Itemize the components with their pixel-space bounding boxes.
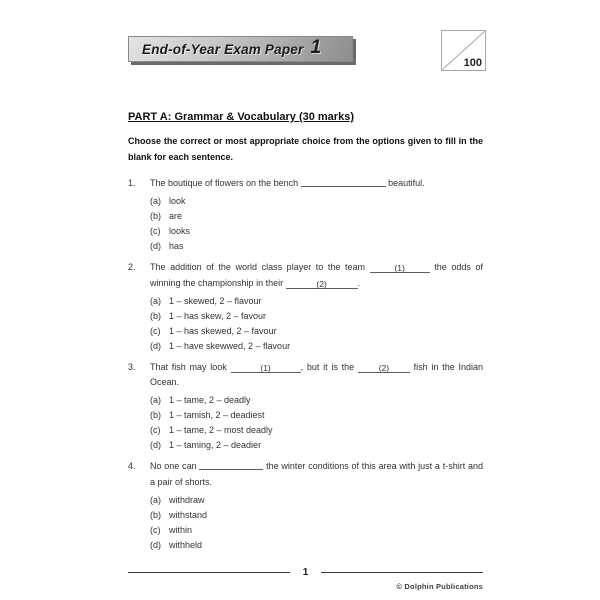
option-text: looks [169, 226, 191, 236]
option-label: (c) [150, 425, 161, 435]
options-list [150, 393, 483, 453]
option-row [150, 523, 483, 538]
score-box [441, 30, 486, 71]
stem-text: The boutique of flowers on the bench [150, 178, 301, 188]
option-label: (d) [150, 539, 161, 550]
option-row [150, 294, 483, 309]
option-row [150, 438, 483, 453]
stem-text: fish in the Indian Ocean. [150, 361, 484, 387]
question-number: 2. [128, 262, 136, 272]
option-label: (a) [150, 494, 161, 505]
question-number: 3. [128, 361, 136, 372]
stem-text: , but it is the [300, 361, 358, 372]
questions [128, 176, 483, 553]
copyright-text: © Dolphin Publications [396, 582, 483, 591]
option-text: 1 – has skewed, 2 – favour [169, 325, 277, 336]
question-body [150, 459, 483, 553]
section-heading: PART A: Grammar & Vocabulary (30 marks) [128, 111, 354, 123]
question-body [150, 260, 483, 354]
answer-blank [199, 460, 263, 470]
option-text: withdraw [169, 494, 205, 505]
option-row [150, 309, 483, 324]
page-footer [128, 567, 483, 591]
answer-blank [286, 279, 358, 289]
option-row [150, 408, 483, 423]
option-label: (b) [150, 410, 161, 420]
question-stem [150, 260, 483, 291]
page-number: 1 [302, 567, 309, 578]
option-row [150, 493, 483, 508]
option-label: (c) [150, 524, 161, 535]
option-label: (a) [150, 395, 161, 405]
question [128, 260, 483, 354]
answer-blank [358, 363, 410, 373]
option-text: withheld [169, 539, 203, 550]
option-label: (b) [150, 211, 161, 221]
option-text: 1 – has skew, 2 – favour [169, 310, 267, 321]
header-title-bar [128, 36, 353, 62]
option-label: (a) [150, 196, 161, 206]
question-body [150, 176, 483, 254]
option-label: (c) [150, 325, 161, 336]
option-row [150, 508, 483, 523]
stem-text: the odds of winning the championship in their [150, 262, 483, 288]
max-score-value: 100 [463, 57, 482, 69]
stem-text: beautiful. [385, 178, 425, 188]
option-text: 1 – skewed, 2 – flavour [169, 295, 262, 306]
blank-label: (1) [394, 263, 405, 273]
option-label: (a) [150, 295, 161, 306]
option-text: 1 – tame, 2 – most deadly [169, 425, 273, 435]
option-label: (b) [150, 310, 161, 321]
options-list [150, 194, 483, 254]
question-stem [150, 459, 483, 490]
footer-rule [128, 567, 483, 578]
question [128, 459, 483, 553]
option-row [150, 538, 483, 553]
option-label: (d) [150, 340, 161, 351]
option-row [150, 339, 483, 354]
option-row [150, 194, 483, 209]
option-row [150, 393, 483, 408]
option-text: has [169, 241, 184, 251]
question-number: 4. [128, 461, 136, 471]
question-stem [150, 360, 483, 391]
option-text: look [169, 196, 186, 206]
option-text: withstand [169, 509, 208, 520]
option-text: 1 – have skewwed, 2 – flavour [169, 340, 291, 351]
option-text: 1 – tamish, 2 – deadiest [169, 410, 265, 420]
question-number: 1. [128, 178, 136, 188]
option-row [150, 423, 483, 438]
option-row [150, 209, 483, 224]
content-area [128, 110, 483, 559]
paper-number: 1 [310, 37, 322, 58]
blank-label: (2) [316, 278, 327, 289]
stem-text: the winter conditions of this area with just a t-shirt and a pair of shorts. [150, 461, 483, 487]
options-list [150, 493, 483, 553]
footer-line-left [128, 572, 290, 573]
option-text: within [169, 524, 193, 535]
question-body [150, 360, 483, 454]
answer-blank [370, 263, 430, 273]
stem-text: . [357, 277, 361, 288]
option-label: (b) [150, 509, 161, 520]
question-stem [150, 176, 483, 192]
question [128, 360, 483, 454]
stem-text: That fish may look [150, 361, 231, 372]
option-label: (d) [150, 241, 161, 251]
option-row [150, 224, 483, 239]
option-label: (c) [150, 226, 161, 236]
option-text: are [169, 211, 183, 221]
option-text: 1 – taming, 2 – deadier [169, 440, 262, 450]
stem-text: No one can [150, 461, 200, 471]
blank-label: (1) [260, 362, 271, 373]
blank-label: (2) [378, 362, 390, 373]
page-title: End-of-Year Exam Paper [142, 41, 304, 57]
answer-blank [301, 177, 386, 187]
section-instructions: Choose the correct or most appropriate choice from the options given to fill in the blank for each sentence. [128, 136, 483, 162]
stem-text: The addition of the world class player to the team [150, 262, 370, 272]
options-list [150, 294, 483, 354]
answer-blank [231, 363, 301, 373]
option-row [150, 239, 483, 254]
option-row [150, 324, 483, 339]
question [128, 176, 483, 254]
option-text: 1 – tame, 2 – deadly [169, 395, 251, 405]
option-label: (d) [150, 440, 161, 450]
footer-line-right [321, 572, 483, 573]
